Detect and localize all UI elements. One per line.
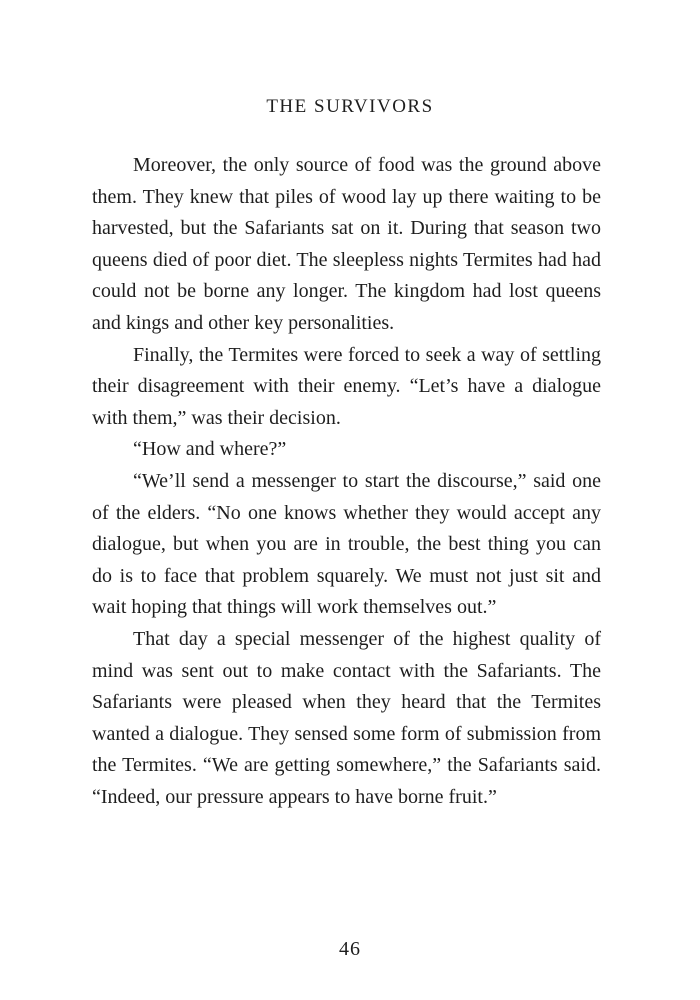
running-head: THE SURVIVORS	[266, 96, 434, 117]
paragraph: “How and where?”	[133, 438, 287, 461]
page-number: 46	[339, 938, 361, 960]
paragraph: “We’ll send a messenger to start the discourse,” said one of the elders. “No one knows whether they would accept any dialogue, but when you are in trouble, the best thing you can do is to face that problem squarely. We must not just sit and wait hoping that things will work themselves out.”	[92, 469, 601, 619]
paragraph: That day a special messenger of the highest quality of mind was sent out to make contact with the Safariants. The Safariants were pleased when they heard that the Termites wanted a dialogue. They sensed some form of submission from the Termites. “We are getting somewhere,” the Safariants said. “Indeed, our pressure appears to have borne fruit.”	[92, 627, 601, 808]
paragraph: Moreover, the only source of food was the ground above them. They knew that piles of wood lay up there waiting to be harvested, but the Safariants sat on it. During that season two queens died of poor diet. The sleepless nights Termites had had could not be borne any longer. The kingdom had lost queens and kings and other key personalities.	[92, 154, 601, 334]
body-text	[92, 150, 601, 813]
paragraph: Finally, the Termites were forced to seek a way of settling their disagreement with their enemy. “Let’s have a dialogue with them,” was their decision.	[92, 343, 601, 429]
